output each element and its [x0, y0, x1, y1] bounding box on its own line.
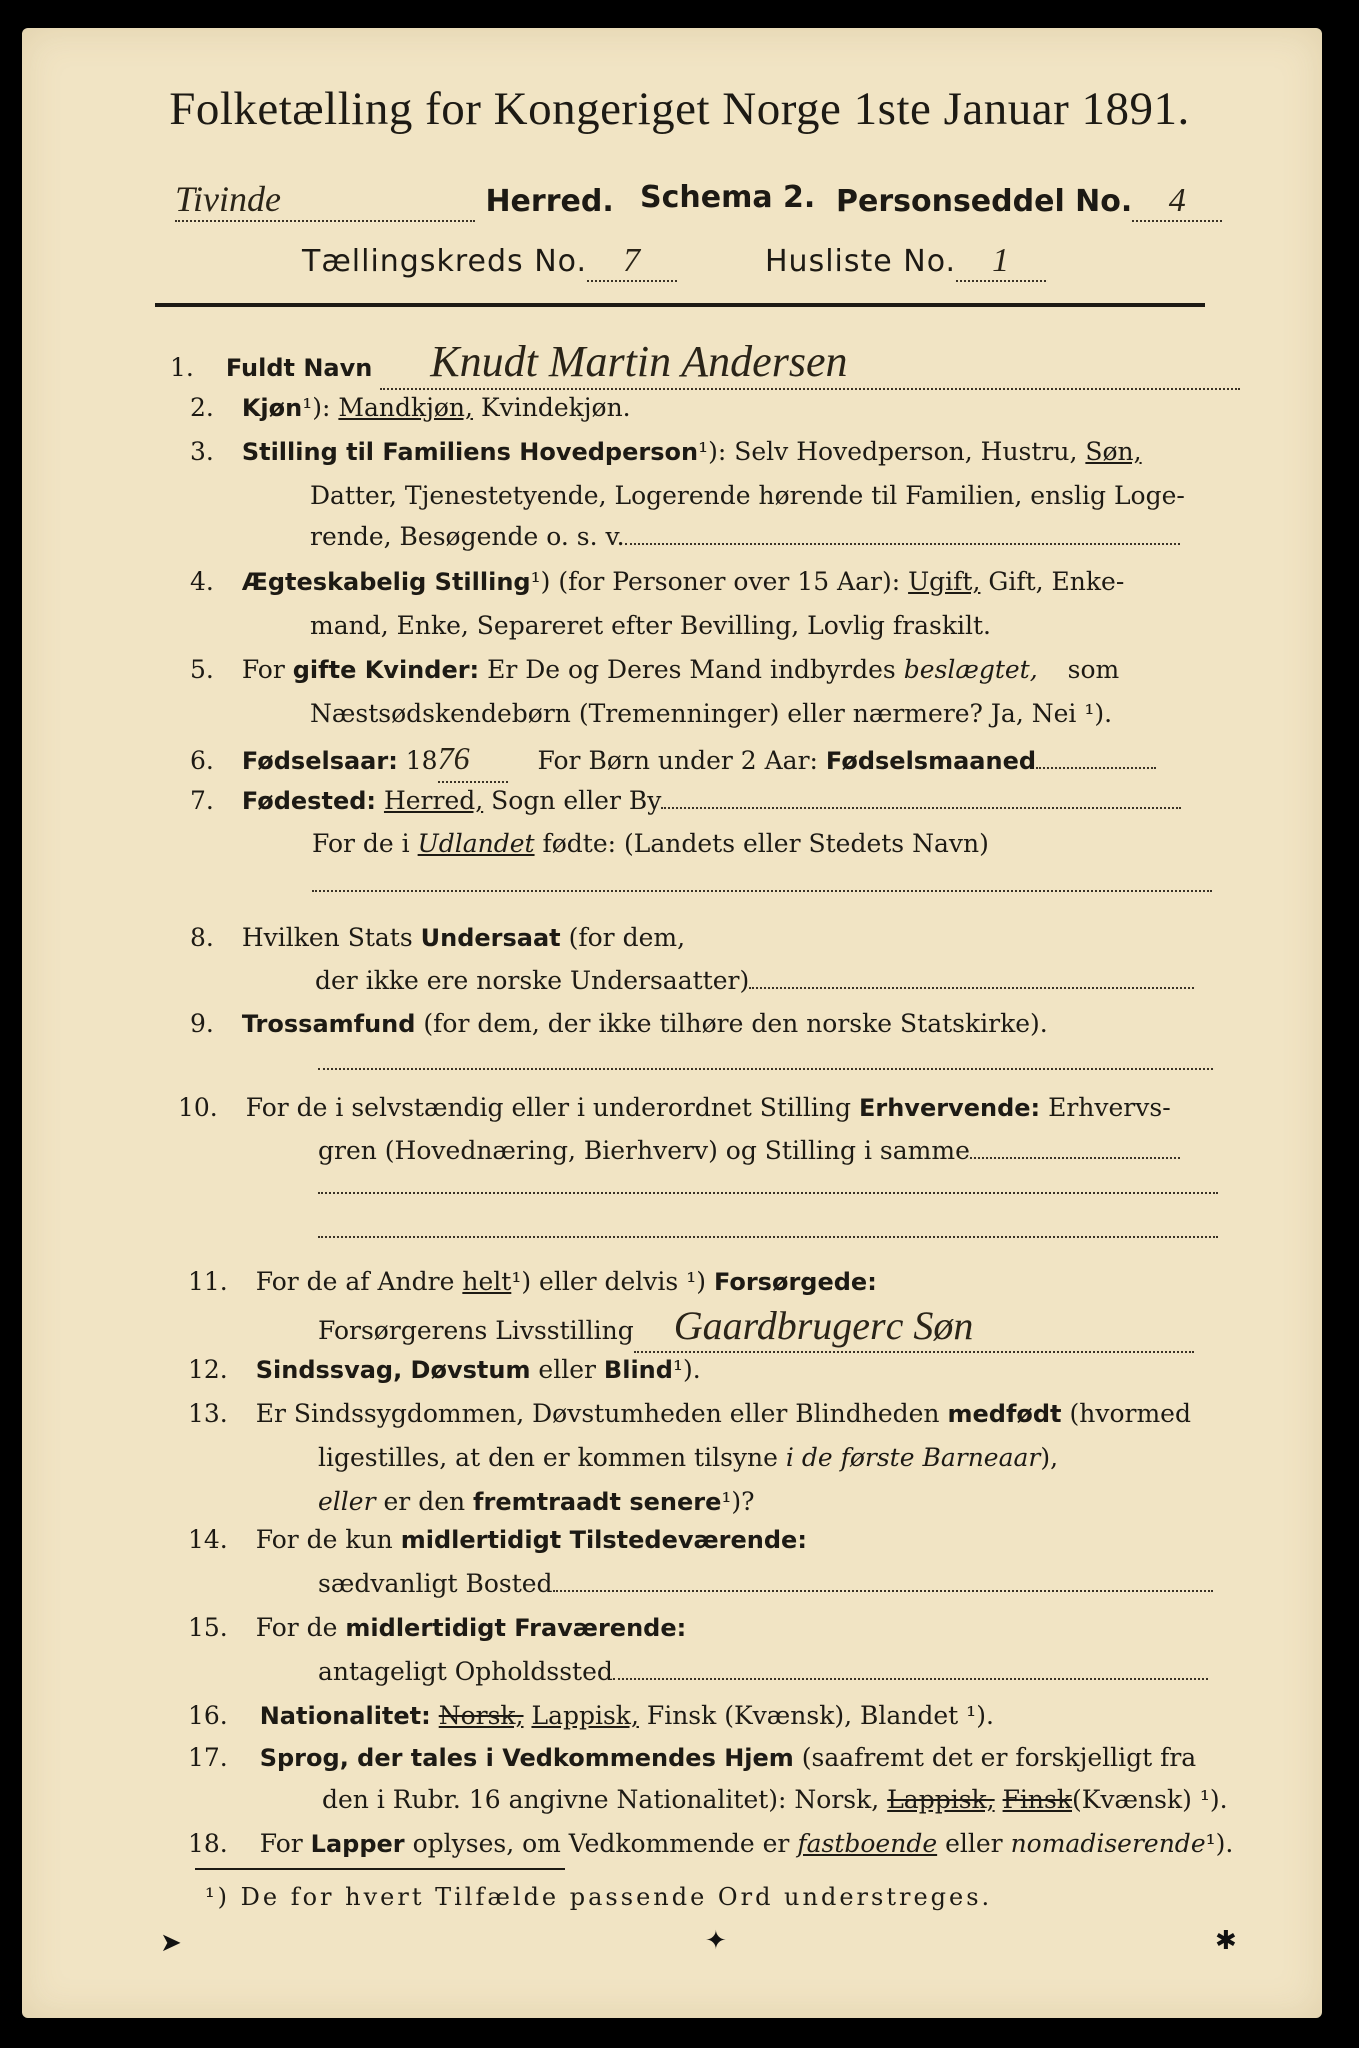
- herred-value: Tivinde: [175, 179, 281, 219]
- q4-option-ugift: Ugift,: [908, 567, 981, 596]
- q10-label: Erhvervende:: [858, 1094, 1041, 1122]
- q13-text-line3: er den: [383, 1487, 466, 1516]
- q11-text: For de af Andre: [255, 1267, 455, 1296]
- q2-number: 2.: [190, 393, 214, 422]
- q5-italic: beslægtet,: [903, 655, 1038, 684]
- q13-number: 13.: [188, 1399, 228, 1428]
- q18-pre: For: [259, 1829, 303, 1858]
- personseddel-value: 4: [1168, 182, 1186, 219]
- q6-text: For Børn under 2 Aar:: [537, 746, 818, 775]
- q3-text-line2: Datter, Tjenestetyende, Logerende hørende til Familien, enslig Loge-: [310, 481, 1185, 510]
- q9-answer-line: [318, 1068, 1213, 1070]
- q15-line2: [318, 1652, 1208, 1692]
- q9-label: Trossamfund: [241, 1010, 416, 1038]
- q7-answer-line: [312, 890, 1212, 892]
- q2-sup: ¹):: [302, 393, 331, 422]
- q15-number: 15.: [188, 1613, 228, 1642]
- q7-text2b: fødte: (Landets eller Stedets Navn): [542, 829, 989, 858]
- footnote-rule: [195, 1868, 565, 1870]
- q4-sup: ¹): [530, 567, 551, 596]
- q11-row: [188, 1262, 877, 1302]
- q12-row: [188, 1350, 701, 1390]
- q4-text-b: Gift, Enke-: [988, 567, 1125, 596]
- q5-text-line2: Næstsødskendebørn (Tremenninger) eller nærmere? Ja, Nei ¹).: [310, 699, 1113, 728]
- q5-label: gifte Kvinder:: [292, 656, 480, 684]
- q13-text-b: (hvormed: [1069, 1399, 1191, 1428]
- q8-text-b: (for dem,: [568, 923, 686, 952]
- q9-number: 9.: [190, 1009, 214, 1038]
- q17-line2: [322, 1780, 1228, 1820]
- q2-label: Kjøn: [241, 394, 303, 422]
- q18-text-b: eller: [945, 1829, 1003, 1858]
- q3-row: [190, 432, 1142, 472]
- q13-line2: ligestilles, at den er kommen tilsyne i de første Barneaar),: [318, 1443, 1059, 1472]
- q5-text: Er De og Deres Mand indbyrdes: [487, 655, 896, 684]
- q6-year-prefix: 18: [405, 746, 438, 775]
- q12-number: 12.: [188, 1355, 228, 1384]
- q7-option-herred: Herred,: [383, 786, 484, 815]
- q3-option-son: Søn,: [1085, 437, 1142, 466]
- q18-number: 18.: [188, 1829, 228, 1858]
- q3-sup: ¹):: [698, 437, 727, 466]
- q4-text: (for Personer over 15 Aar):: [558, 567, 901, 596]
- q14-text-line2: sædvanligt Bosted: [318, 1569, 553, 1598]
- q5-number: 5.: [190, 655, 214, 684]
- q6-year-value: 76: [437, 740, 470, 776]
- q8-text: Hvilken Stats: [241, 923, 413, 952]
- q13-label-senere: fremtraadt senere: [473, 1488, 722, 1516]
- personseddel-line: [836, 180, 1222, 222]
- q17-text-line2: den i Rubr. 16 angivne Nationalitet): Norsk,: [322, 1785, 880, 1814]
- footnote: ¹) De for hvert Tilfælde passende Ord understreges.: [205, 1883, 993, 1911]
- q18-label: Lapper: [310, 1830, 405, 1858]
- q14-number: 14.: [188, 1525, 228, 1554]
- husliste-line: [765, 240, 1046, 282]
- q14-row: [188, 1520, 807, 1560]
- q12-tail: ¹).: [672, 1355, 701, 1384]
- q14-text: For de kun: [255, 1525, 393, 1554]
- q1-row: [170, 337, 1240, 390]
- q1-name-value: Knudt Martin Andersen: [430, 337, 848, 386]
- q13-tail: ¹)?: [721, 1487, 755, 1516]
- q13-italic-eller: eller: [318, 1487, 376, 1516]
- herred-line: [175, 178, 614, 222]
- q13-italic: i de første Barneaar: [785, 1443, 1041, 1472]
- q16-row: [188, 1696, 994, 1736]
- q3-number: 3.: [190, 437, 214, 466]
- husliste-label: Husliste No.: [765, 244, 957, 279]
- corner-mark-right-icon: ✱: [1215, 1926, 1237, 1956]
- q6-label-month: Fødselsmaaned: [825, 747, 1037, 775]
- q7-line2: [312, 824, 989, 864]
- header-divider: [155, 303, 1205, 307]
- q16-option-lappisk: Lappisk,: [531, 1701, 639, 1730]
- q5-pre: For: [241, 655, 285, 684]
- q7-label: Fødested:: [241, 787, 376, 815]
- q4-text-line2: mand, Enke, Separeret efter Bevilling, Lovlig fraskilt.: [310, 611, 991, 640]
- q10-line2: [318, 1131, 1180, 1171]
- q3-text-line3: rende, Besøgende o. s. v.: [310, 522, 625, 551]
- kreds-value: 7: [623, 242, 641, 279]
- q11-text-b: ¹) eller delvis ¹): [511, 1267, 706, 1296]
- q4-row: [190, 562, 1124, 602]
- q9-row: [190, 1004, 1048, 1044]
- q7-number: 7.: [190, 786, 214, 815]
- q18-tail: ¹).: [1205, 1829, 1234, 1858]
- q18-row: [188, 1824, 1233, 1864]
- q15-text: For de: [255, 1613, 338, 1642]
- q17-option-lappisk: Lappisk,: [887, 1785, 995, 1814]
- q11-number: 11.: [188, 1267, 228, 1296]
- q5-row: [190, 650, 1119, 690]
- q6-row: [190, 738, 1156, 783]
- q7-italic: Udlandet: [417, 829, 535, 858]
- q8-line2: [315, 961, 1194, 1001]
- q8-label: Undersaat: [420, 924, 561, 952]
- q10-row: [178, 1088, 1171, 1128]
- personseddel-label: Personseddel No.: [836, 184, 1133, 219]
- q13-label: medfødt: [947, 1400, 1062, 1428]
- q13-row: [188, 1394, 1191, 1434]
- q18-option-nomadiserende: nomadiserende: [1010, 1829, 1206, 1858]
- q4-label: Ægteskabelig Stilling: [241, 568, 531, 596]
- q12-label-blind: Blind: [603, 1356, 673, 1384]
- q11-option-helt: helt: [462, 1267, 512, 1296]
- q10-text: For de i selvstændig eller i underordnet Stilling: [245, 1093, 852, 1122]
- q17-option-finsk: Finsk: [1002, 1785, 1072, 1814]
- q6-label: Fødselsaar:: [241, 747, 398, 775]
- q10-text-line2: gren (Hovednæring, Bierhverv) og Stilling i samme: [318, 1136, 970, 1165]
- q5-text-b: som: [1067, 655, 1120, 684]
- q13-text-line2: ligestilles, at den er kommen tilsyne: [318, 1443, 778, 1472]
- q3-text: Selv Hovedperson, Hustru,: [734, 437, 1078, 466]
- q10-text-b: Erhvervs-: [1048, 1093, 1171, 1122]
- q13-text: Er Sindssygdommen, Døvstumheden eller Blindheden: [255, 1399, 940, 1428]
- herred-label: Herred.: [485, 184, 614, 219]
- q6-number: 6.: [190, 746, 214, 775]
- q8-text-line2: der ikke ere norske Undersaatter): [315, 966, 750, 995]
- q14-line2: [318, 1564, 1213, 1604]
- form-title: Folketælling for Kongeriget Norge 1ste Januar 1891.: [169, 83, 1190, 135]
- q7-text: Sogn eller By: [491, 786, 662, 815]
- q17-label: Sprog, der tales i Vedkommendes Hjem: [259, 1744, 794, 1772]
- schema-label: Schema 2.: [640, 180, 816, 215]
- q18-option-fastboende: fastboende: [797, 1829, 938, 1858]
- q17-text: (saafremt det er forskjelligt fra: [801, 1743, 1197, 1772]
- q3-line3: [310, 517, 1180, 557]
- q10-answer-line2: [318, 1236, 1218, 1238]
- q16-number: 16.: [188, 1701, 228, 1730]
- q11-line2: [318, 1303, 1194, 1353]
- q13-line3: [318, 1482, 755, 1522]
- q12-text: eller: [538, 1355, 596, 1384]
- q11-label: Forsørgede:: [713, 1268, 877, 1296]
- q2-option-mandkjon: Mandkjøn,: [338, 393, 473, 422]
- q17-row: [188, 1738, 1196, 1778]
- q15-text-line2: antageligt Opholdssted: [318, 1657, 613, 1686]
- q10-answer-line1: [318, 1192, 1218, 1194]
- q15-label: midlertidigt Fraværende:: [345, 1614, 687, 1642]
- q9-text: (for dem, der ikke tilhøre den norske Statskirke).: [423, 1009, 1048, 1038]
- q8-number: 8.: [190, 923, 214, 952]
- q3-label: Stilling til Familiens Hovedperson: [241, 438, 699, 466]
- q1-number: 1.: [170, 353, 194, 382]
- q1-label: Fuldt Navn: [225, 354, 373, 382]
- q16-label: Nationalitet:: [259, 1702, 431, 1730]
- q16-text: Finsk (Kvænsk), Blandet ¹).: [646, 1701, 994, 1730]
- q7-text2a: For de i: [312, 829, 410, 858]
- q17-number: 17.: [188, 1743, 228, 1772]
- husliste-value: 1: [992, 242, 1011, 279]
- q16-option-norsk: Norsk,: [438, 1701, 524, 1730]
- q8-row: [190, 918, 685, 958]
- q10-number: 10.: [178, 1093, 218, 1122]
- q7-row: [190, 781, 1181, 821]
- q17-tail: (Kvænsk) ¹).: [1072, 1785, 1228, 1814]
- q12-label: Sindssvag, Døvstum: [255, 1356, 531, 1384]
- q11-text-line2: Forsørgerens Livsstilling: [318, 1316, 634, 1345]
- q2-row: [190, 388, 631, 428]
- kreds-line: [302, 240, 677, 282]
- q15-row: [188, 1608, 686, 1648]
- q4-number: 4.: [190, 567, 214, 596]
- q2-option-kvindekjon: Kvindekjøn.: [480, 393, 631, 422]
- kreds-label: Tællingskreds No.: [302, 244, 587, 279]
- q11-provider-value: Gaardbrugerс Søn: [673, 1303, 974, 1348]
- center-mark-icon: ✦: [705, 1926, 727, 1956]
- q14-label: midlertidigt Tilstedeværende:: [400, 1526, 807, 1554]
- corner-mark-left-icon: ➤: [160, 1928, 182, 1958]
- q18-text: oplyses, om Vedkommende er: [412, 1829, 790, 1858]
